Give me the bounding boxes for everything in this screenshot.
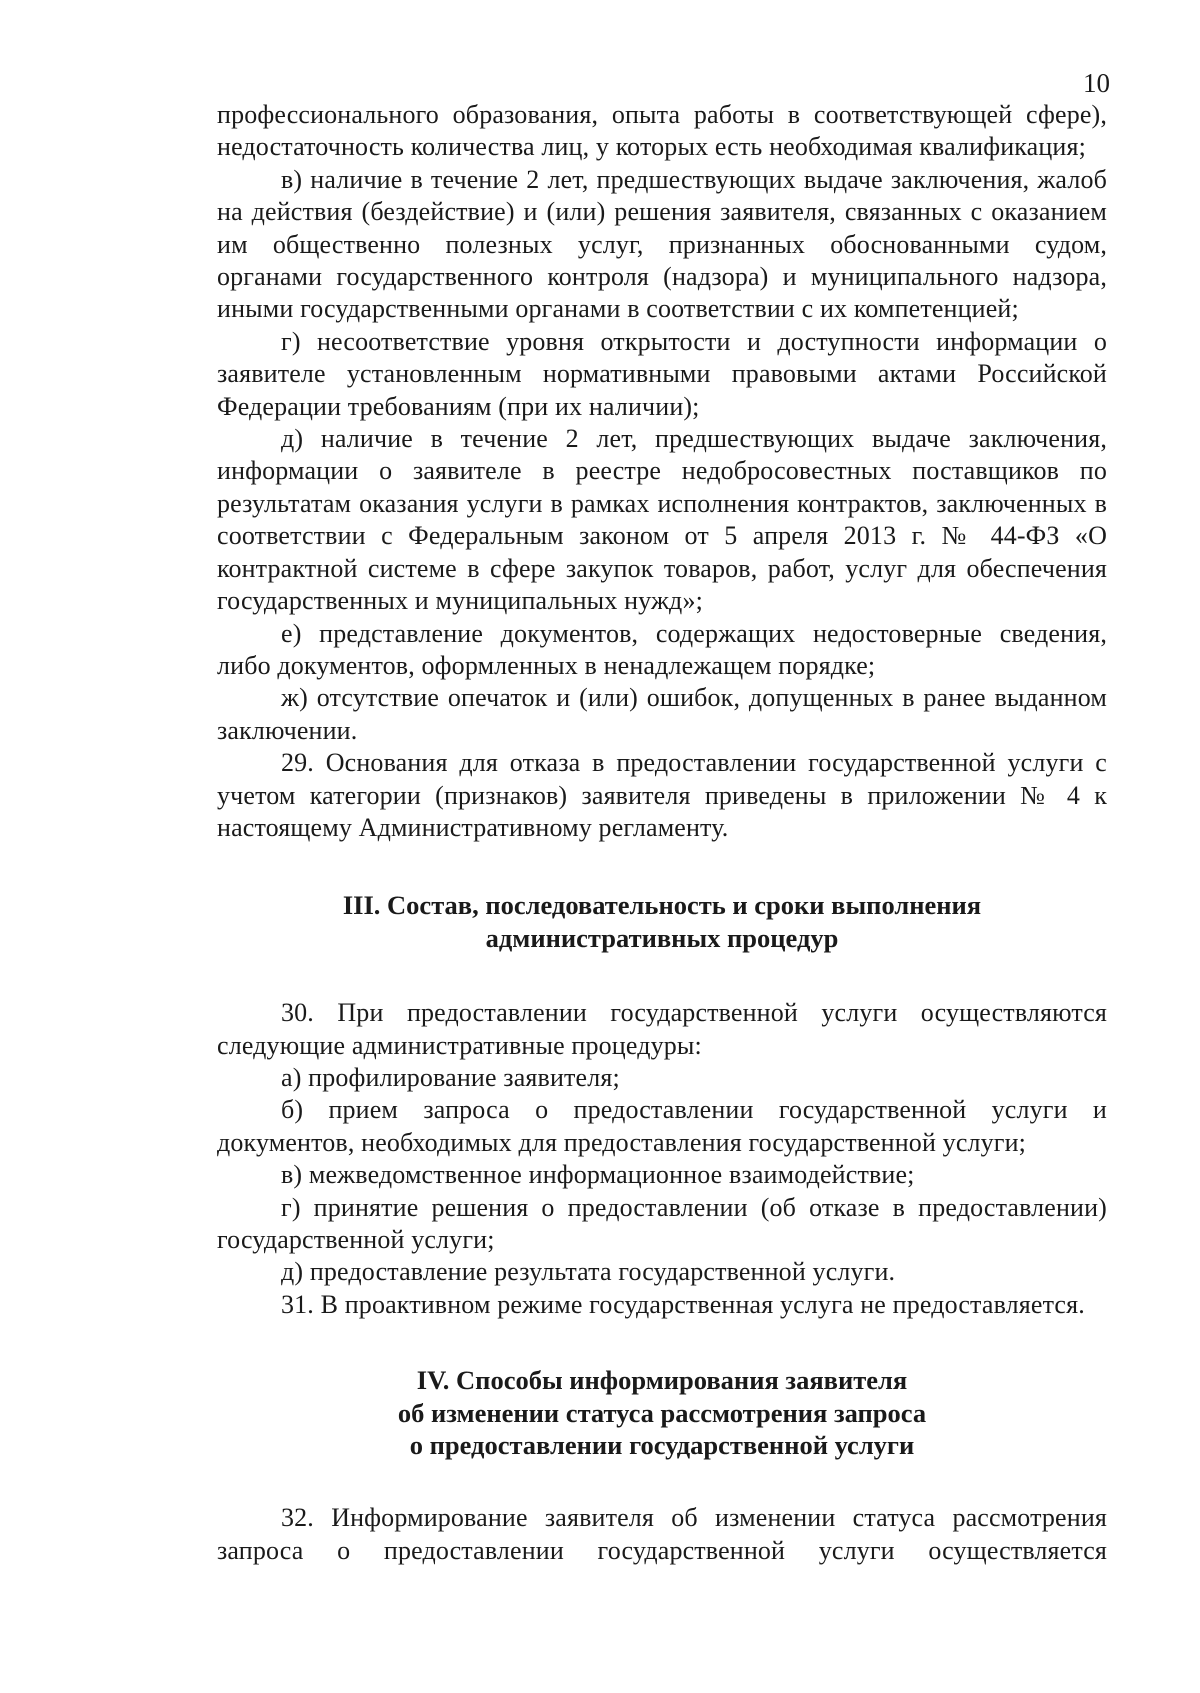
paragraph-30-g: г) принятие решения о предоставлении (об отказе в предоставлении) государственной услуги; [217, 1192, 1107, 1254]
section-3-title-line-1: III. Состав, последовательность и сроки выполнения [342, 890, 982, 921]
section-4-title-line-3: о предоставлении государственной услуги [409, 1430, 915, 1461]
paragraph-continuation: профессионального образования, опыта работы в соответствующей сфере), недостаточность количества лиц, у которых есть необходимая квалификация; [217, 100, 1107, 162]
page-number: 10 [1083, 68, 1110, 98]
paragraph-32: 32. Информирование заявителя об изменении статуса рассмотрения запроса о предоставлении государственной услуги осуществляется [217, 1503, 1107, 1565]
paragraph-30-a: а) профилирование заявителя; [281, 1062, 620, 1092]
paragraph-30-b: б) прием запроса о предоставлении государственной услуги и документов, необходимых для предоставления государственной услуги; [217, 1095, 1107, 1157]
paragraph-item-g: г) несоответствие уровня открытости и доступности информации о заявителе установленным нормативными правовыми актами Российской Федерации требованиям (при их наличии); [217, 326, 1107, 421]
paragraph-30: 30. При предоставлении государственной услуги осуществляются следующие административные процедуры: [217, 998, 1107, 1060]
paragraph-item-d: д) наличие в течение 2 лет, предшествующих выдаче заключения, информации о заявителе в реестре недобросовестных поставщиков по результатам оказания услуги в рамках исполнения контрактов, заключенных в соответствии с Федеральным законом от 5 апреля 2013 г. № 44-ФЗ «О контрактной системе в сфере закупок товаров, работ, услуг для обеспечения государственных и муниципальных нужд»; [217, 424, 1107, 616]
section-4-title-line-2: об изменении статуса рассмотрения запроса [397, 1397, 927, 1428]
paragraph-item-v: в) наличие в течение 2 лет, предшествующих выдаче заключения, жалоб на действия (бездействие) и (или) решения заявителя, связанных с оказанием им общественно полезных услуг, признанных обоснованными судом, органами государственного контроля (надзора) и муниципального надзора, иными государственными органами в соответствии с их компетенцией; [217, 164, 1107, 324]
section-3-heading [217, 889, 1107, 954]
paragraph-30-d: д) предоставление результата государственной услуги. [281, 1257, 896, 1287]
paragraph-31: 31. В проактивном режиме государственная услуга не предоставляется. [281, 1289, 1085, 1319]
section-4-heading [217, 1364, 1107, 1461]
paragraph-item-zh: ж) отсутствие опечаток и (или) ошибок, допущенных в ранее выданном заключении. [217, 683, 1107, 745]
section-4-title-line-1: IV. Способы информирования заявителя [416, 1365, 908, 1396]
paragraph-30-v: в) межведомственное информационное взаимодействие; [281, 1160, 915, 1190]
paragraph-29: 29. Основания для отказа в предоставлении государственной услуги с учетом категории (признаков) заявителя приведены в приложении № 4 к настоящему Административному регламенту. [217, 748, 1107, 842]
document-body [217, 99, 1107, 1567]
section-3-title-line-2: административных процедур [485, 922, 839, 953]
paragraph-item-e: е) представление документов, содержащих недостоверные сведения, либо документов, оформленных в ненадлежащем порядке; [217, 618, 1107, 680]
